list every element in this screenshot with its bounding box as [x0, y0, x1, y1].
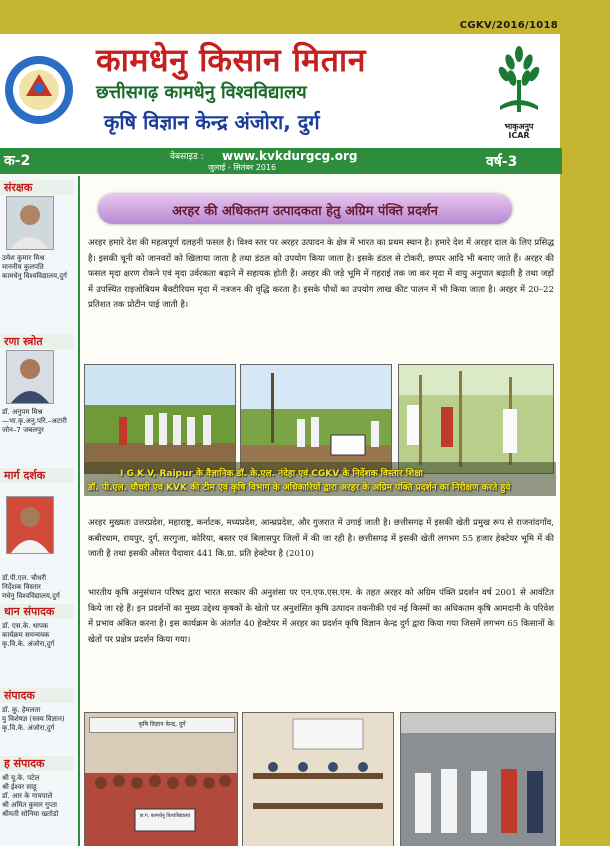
inspiration-photo	[6, 350, 54, 404]
photo-caption-line-2: डॉ. पी.एल. चौधरी एवं KVK की टीम एवं कृषि विभाग के अधिकारियों द्वारा अरहर के अग्रिम पंक्ति प्रदर्शन का निरीक्षण करते हुये	[88, 483, 511, 493]
wheat-emblem-icon	[486, 40, 552, 118]
newsletter-title: कामधेनु किसान मितान	[96, 41, 366, 79]
issue-number: क-2	[4, 153, 31, 169]
editor-heading: संपादक	[0, 688, 74, 703]
patron-photo	[6, 196, 54, 250]
patron-line: कामधेनु विश्वविद्यालय,दुर्ग	[2, 272, 67, 280]
editor-details	[2, 706, 78, 733]
inspiration-line: डॉ. अनुपम मिश्र	[2, 408, 43, 416]
patron-details	[2, 254, 78, 281]
guide-line: निर्देशक विस्तार	[2, 583, 41, 591]
sub-editor-line: यु विशेषज्ञ (सस्य विज्ञान)	[2, 715, 65, 723]
event-photos-row	[84, 712, 554, 846]
guide-heading: मार्ग दर्शक	[0, 468, 74, 483]
field-inspection-photo-3	[398, 364, 554, 474]
university-name: छत्तीसगढ़ कामधेनु विश्वविद्यालय	[96, 82, 307, 103]
frame-right	[560, 0, 610, 846]
guide-details	[2, 574, 78, 601]
person-photo-icon	[7, 497, 53, 553]
issue-date: जुलाई - सितंबर 2016	[208, 163, 277, 172]
co-editor-line: डॉ. आर के गायपाले	[2, 792, 53, 800]
co-editor-line: श्री ईश्वर साहू	[2, 783, 37, 791]
group-banner-text: छ.ग. कामधेनु विश्वविद्यालय	[139, 813, 191, 819]
kvk-name: कृषि विज्ञान केन्द्र अंजोरा, दुर्ग	[104, 110, 320, 134]
co-editor-line: श्री अमित कुमार गुप्ता	[2, 801, 57, 809]
guide-photo	[6, 496, 54, 554]
photo-caption-line-1: I G K V, Raipur के वैज्ञानिक डॉ. के.एल. नंदेहा एवं CGKV के निर्देशक विस्तार शिक्षा	[120, 469, 424, 479]
registration-number: CGKV/2016/1018	[459, 20, 558, 31]
issue-bar	[0, 148, 562, 174]
patron-heading: संरक्षक	[0, 180, 74, 195]
frame-top	[0, 0, 610, 38]
icar-logo	[486, 40, 552, 144]
article-paragraph-1: अरहर हमारे देश की महत्वपूर्ण दलहनी फसल है। विश्व स्तर पर अरहर उत्पादन के क्षेत्र में भारत का प्रथम स्थान है। हमारे देश में अरहर दाल के लिए प्रसिद्ध है। इसकी चूनी को जानवरों को खिलाया जाता है तथा डंठल को उपयोग किया जाता है। इसके डंठल से टोकरी, छप्पर आदि भी बनाए जाते हैं। अरहर की फसल मृदा क्षरण रोकने एवं मृदा उर्वरकता बढ़ाने में सहायक होती हैं। अरहर की जड़े भूमि में गहराई तक जा कर मृदा में वायु अनुपात बढ़ाती है तथा जड़ों में उपस्थित राइजोबियम बैक्टीरियम मृदा में नत्रजन की वृद्धि करता है। इसके पौधों का उपयोग लाख कीट पालन में भी किया जाता है। अरहर में 20–22 प्रतिशत तक प्रोटीन पाई जाती है।	[88, 238, 554, 311]
co-editor-details	[2, 774, 78, 819]
editor-line: कृ.वि.के. अंजोरा,दुर्ग	[2, 640, 55, 648]
website-label: वेबसाइड :	[170, 152, 204, 162]
patron-line: माननीय कुलपति	[2, 263, 44, 271]
sub-editor-line: कृ.वि.के. अंजोरा,दुर्ग	[2, 724, 55, 732]
patron-line: उमेश कुमार मिश्र	[2, 254, 45, 262]
co-editor-heading: ह संपादक	[0, 756, 74, 771]
person-photo-icon	[7, 351, 53, 403]
training-hall-photo	[242, 712, 394, 846]
guide-line: मधेनु विश्वविद्यालय,दुर्ग	[2, 592, 60, 600]
inspiration-heading: रणा स्त्रोत	[0, 334, 74, 349]
field-photos-row	[84, 364, 554, 472]
article-headline	[98, 194, 512, 224]
editorial-sidebar	[0, 176, 80, 846]
article-paragraph-3: भारतीय कृषि अनुसंधान परिषद द्वारा भारत सरकार की अनुशंसा पर एन.एफ.एस.एम. के तहत अरहर को अग्रिम पंक्ति प्रदर्शन वर्ष 2001 से आवंटित किये जा रहे हैं। इन प्रदर्शनों का मुख्य उद्देश्य कृषकों के खेतो पर अनुशंसित कृषि उत्पादन तकनीकी एवं नई किस्मों का अधिकतम कृषि आमदानी के परिवेश में प्रभाव अंकित करना है। इस कार्यक्रम के अंतर्गत 40 हेक्टेयर में अरहर का प्रदर्शन कृषि विज्ञान केन्द्र दुर्ग द्वारा किया गया जिसमें लगभग 65 किसानों के खेतों पर प्रक्षेत्र प्रदर्शन किया गया।	[88, 588, 554, 645]
editor-line: कार्यक्रम समन्वयक	[2, 631, 50, 639]
icar-hindi: भाकृअनुप	[504, 122, 534, 131]
inspiration-details	[2, 408, 78, 435]
sub-editor-line: डॉ. कु. हेमलता	[2, 706, 41, 714]
kvk-signboard: कृषि विज्ञान केन्द्र, दुर्ग	[89, 717, 235, 733]
co-editor-line: श्री यू.के. पटेल	[2, 774, 40, 782]
chief-editor-heading: धान संपादक	[0, 604, 74, 619]
group-people-icon	[85, 713, 237, 846]
farmer-group-photo	[84, 712, 238, 846]
inspiration-line: जोन–7 जबलपुर	[2, 426, 44, 434]
icar-label: ICAR	[508, 131, 530, 140]
article-paragraph-2: अरहर मुख्यतः उत्तरप्रदेश, महाराष्ट्र, कर्नाटक, मध्यप्रदेश, आन्ध्रप्रदेश, और गुजरात में उगाई जाती है। छत्तीसगढ़ में इसकी खेती प्रमुख रूप से राजनांदगाँव, कबीरधाम, रायपुर, दुर्ग, सरगुजा, कोरिया, बस्तर एवं बिलासपुर जिलों में की जा रही है। छत्तीसगढ़ में इसकी खेती लगभग 55 हजार हेक्टेयर भूमि में की जाती है तथा इसकी औसत पैदावार 441 कि.ग्रा. प्रति हेक्टेयर है (2010)	[88, 518, 554, 560]
person-photo-icon	[7, 197, 53, 249]
field-inspection-photo-1	[84, 364, 236, 474]
inspiration-line: —भा.कृ.अनु.परि.–अटारी	[2, 417, 67, 425]
university-seal-icon	[2, 40, 76, 132]
website-link[interactable]: www.kvkdurgcg.org	[222, 149, 358, 163]
guide-line: डॉ.पी.एल. चौधरी	[2, 574, 47, 582]
editor-line: डॉ. एस.के. थापक	[2, 622, 49, 630]
storage-visit-photo	[400, 712, 556, 846]
article-headline-text: अरहर की अधिकतम उत्पादकता हेतु अग्रिम पंक्ति प्रदर्शन	[172, 204, 438, 219]
chief-editor-details	[2, 622, 78, 649]
field-inspection-photo-2	[240, 364, 392, 474]
volume-year: वर्ष-3	[486, 154, 518, 170]
co-editor-line: श्रीमती सोनिया खतोडो	[2, 810, 59, 818]
